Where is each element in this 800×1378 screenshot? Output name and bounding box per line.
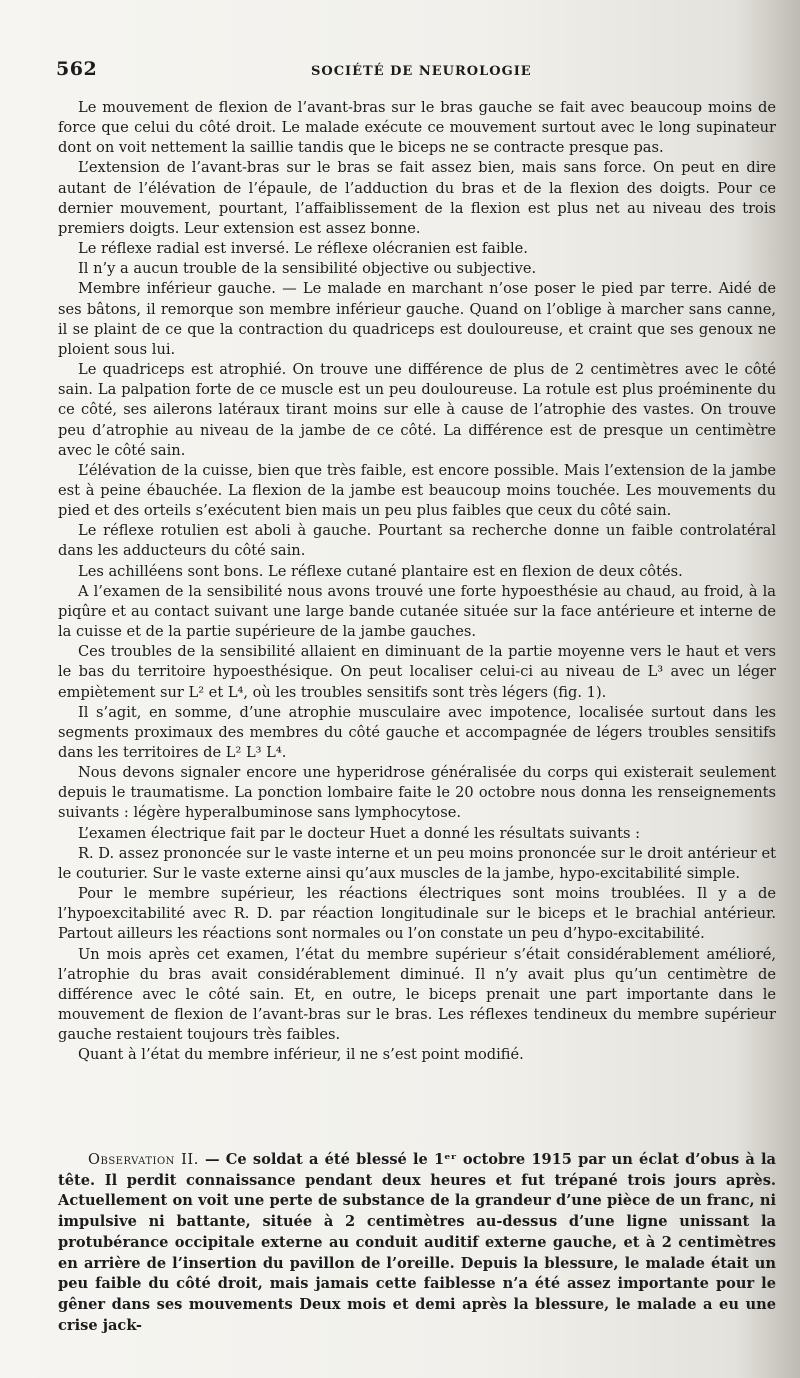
paragraph: Les achilléens sont bons. Le réflexe cutané plantaire est en flexion de deux côtés. [78,562,683,580]
paragraph: L’extension de l’avant-bras sur le bras se fait assez bien, mais sans force. On peut en dire autant de l’élévation de l’épaule, de l’adduction du bras et de la flexion des doigts. Pour ce dernier mouvement, pourtant, l’affaiblissement de la flexion est plus net au niveau des trois premiers doigts. Leur extension est assez bonne. [58,159,776,237]
page-number: 562 [56,58,98,80]
observation-block [58,1150,776,1336]
paragraph: Le réflexe rotulien est aboli à gauche. Pourtant sa recherche donne un faible controlatéral dans les adducteurs du côté sain. [58,522,776,560]
running-title: SOCIÉTÉ DE NEUROLOGIE [311,64,532,79]
paragraph: Le mouvement de flexion de l’avant-bras sur le bras gauche se fait avec beaucoup moins de force que celui du côté droit. Le malade exécute ce mouvement surtout avec le long supinateur dont on voit nettement la saillie tandis que le biceps ne se contracte presque pas. [58,99,776,157]
paragraph: Pour le membre supérieur, les réactions électriques sont moins troublées. Il y a de l’hypoexcitabilité avec R. D. par réaction longitudinale sur le biceps et le brachial antérieur. Partout ailleurs les réactions sont normales ou l’on constate un peu d’hypo-excitabilité. [58,885,776,943]
paragraph: Le réflexe radial est inversé. Le réflexe olécranien est faible. [78,240,528,258]
observation-paragraph [58,1150,776,1336]
observation-label: Observation II. [88,1151,199,1168]
paragraph: Le quadriceps est atrophié. On trouve une différence de plus de 2 centimètres avec le côté sain. La palpation forte de ce muscle est un peu douloureuse. La rotule est plus proéminente du ce côté, ses ailerons latéraux tirant moins sur elle à cause de l’atrophie des vastes. On trouve peu d’atrophie au niveau de la jambe de ce côté. La différence est de presque un centimètre avec le côté sain. [58,361,776,459]
paragraph: L’élévation de la cuisse, bien que très faible, est encore possible. Mais l’extension de la jambe est à peine ébauchée. La flexion de la jambe est beaucoup moins touchée. Les mouvements du pied et des orteils s’exécutent bien mais un peu plus faibles que ceux du côté sain. [58,461,776,520]
paragraph: Quant à l’état du membre inférieur, il ne s’est point modifié. [78,1046,524,1064]
paragraph: Il n’y a aucun trouble de la sensibilité objective ou subjective. [78,260,537,278]
paragraph: L’examen électrique fait par le docteur Huet a donné les résultats suivants : [78,824,641,842]
body-text [58,98,776,1066]
paragraph: Nous devons signaler encore une hyperidrose généralisée du corps qui existerait seulement depuis le traumatisme. La ponction lombaire faite le 20 octobre nous donna les renseignements suivants : légère hyperalbuminose sans lymphocytose. [58,764,776,822]
page-header [56,58,776,88]
paragraph: Ces troubles de la sensibilité allaient en diminuant de la partie moyenne vers le haut et vers le bas du territoire hypoesthésique. On peut localiser celui-ci au niveau de L³ avec un léger empiètement sur L² et L⁴, où les troubles sensitifs sont très légers (fig. 1). [58,643,776,701]
paragraph: Membre inférieur gauche. — Le malade en marchant n’ose poser le pied par terre. Aidé de ses bâtons, il remorque son membre inférieur gauche. Quand on l’oblige à marcher sans canne, il se plaint de ce que la contraction du quadriceps est douloureuse, et craint que ses genoux ne ploient sous lui. [58,280,776,358]
paragraph: Un mois après cet examen, l’état du membre supérieur s’était considérablement amélioré, l’atrophie du bras avait considérablement diminué. Il n’y avait plus qu’un centimètre de différence avec le côté sain. Et, en outre, le biceps prenait une part importante dans le mouvement de flexion de l’avant-bras sur le bras. Les réflexes tendineux du membre supérieur gauche restaient toujours très faibles. [58,945,776,1044]
paragraph: R. D. assez prononcée sur le vaste interne et un peu moins prononcée sur le droit antérieur et le couturier. Sur le vaste externe ainsi qu’aux muscles de la jambe, hypo-excitabilité simple. [58,844,776,882]
observation-text: — Ce soldat a été blessé le 1ᵉʳ octobre 1915 par un éclat d’obus à la tête. Il perdit connaissance pendant deux heures et fut trépané trois jours après. Actuellement on voit une perte de substance de la grandeur d’une pièce de un franc, ni impulsive ni battante, située à 2 centimètres au-dessus d’une ligne unissant la protubérance occipitale externe au conduit auditif externe gauche, et à 2 centimètres en arrière de l’insertion du pavillon de l’oreille. Depuis la blessure, le malade était un peu faible du côté droit, mais jamais cette faiblesse n’a été assez importante pour le gêner dans ses mouvements Deux mois et demi après la blessure, le malade a eu une crise jack- [58,1151,776,1334]
paragraph: Il s’agit, en somme, d’une atrophie musculaire avec impotence, localisée surtout dans les segments proximaux des membres du côté gauche et accompagnée de légers troubles sensitifs dans les territoires de L² L³ L⁴. [58,703,776,761]
paragraph: A l’examen de la sensibilité nous avons trouvé une forte hypoesthésie au chaud, au froid, à la piqûre et au contact suivant une large bande cutanée située sur la face antérieure et interne de la cuisse et de la partie supérieure de la jambe gauches. [58,582,776,641]
